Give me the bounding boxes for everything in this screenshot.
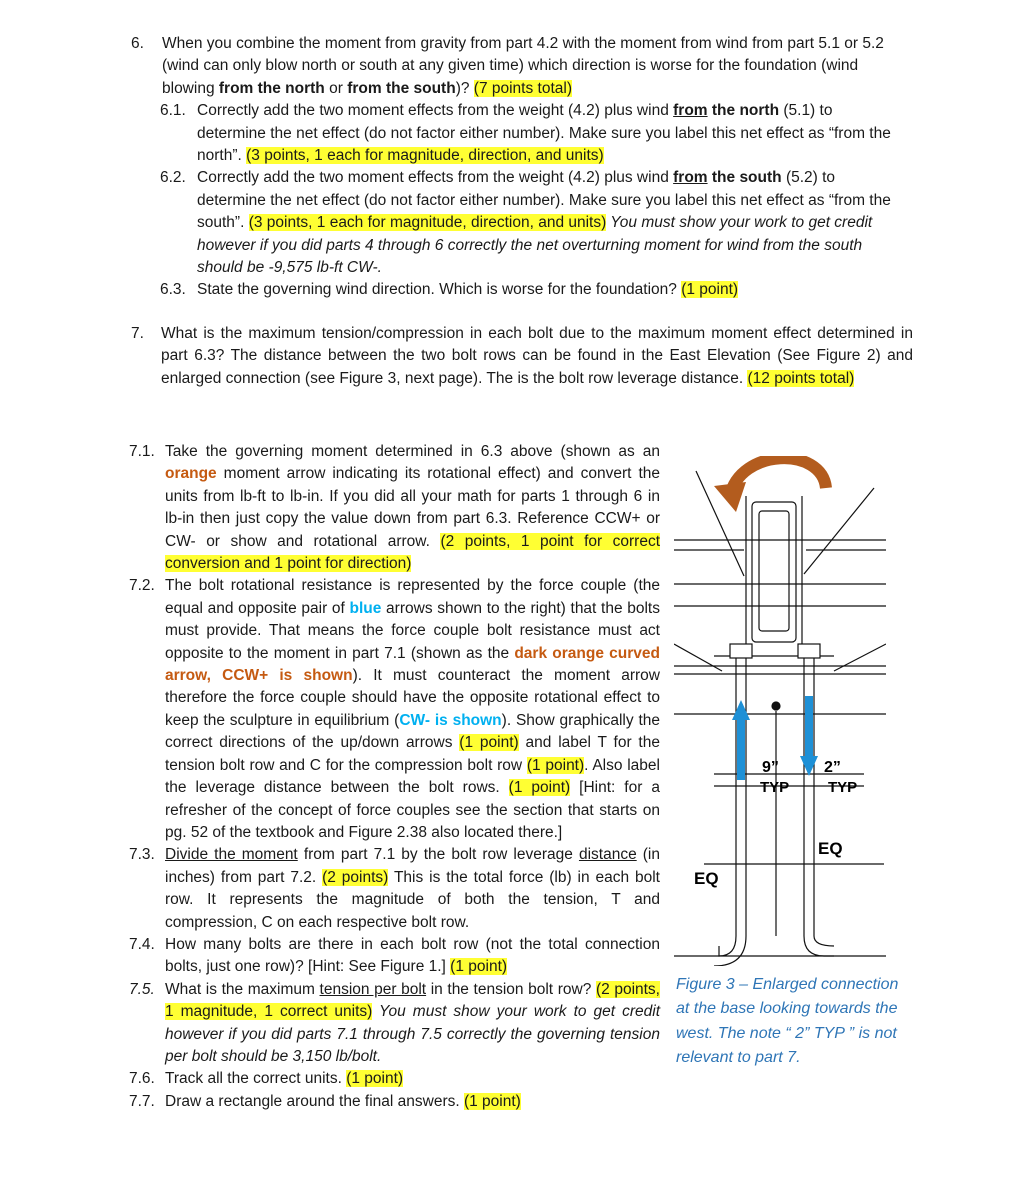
subquestion-7-4: 7.4. How many bolts are there in each bolt row (not the total connection bolts, just one row)? [Hint: See Figure 1.] (1 point) bbox=[129, 935, 660, 976]
points-highlight: (7 points total) bbox=[473, 79, 572, 97]
question-number: 7. bbox=[131, 325, 144, 342]
question-7 bbox=[131, 323, 913, 390]
dim-right-label: 2” bbox=[824, 759, 841, 776]
subquestion-6-3: 6.3. State the governing wind direction. Which is worse for the foundation? (1 point) bbox=[160, 281, 739, 299]
subquestion-7-5: 7.5. What is the maximum tension per bolt in the tension bolt row? (2 points, 1 magnitude, 1 correct units) You must show your work to get credit however if you did parts 7.1 through 7.5 correctly the governing tension per bolt should be 3,150 lb/bolt. bbox=[129, 980, 660, 1065]
question-text: When you combine the moment from gravity from part 4.2 with the moment from wind from part 5.1 or 5.2 (wind can only blow north or south at any given time) which direction is worse for the foundation (wind blowing from the north or from the south)? (7 points total) bbox=[162, 35, 884, 97]
question-6 bbox=[131, 33, 901, 302]
figure-3-connection-drawing bbox=[674, 456, 886, 966]
subquestion-7-6: 7.6. Track all the correct units. (1 point) bbox=[129, 1070, 404, 1088]
typ-left-label: TYP bbox=[760, 779, 790, 796]
points-highlight: (12 points total) bbox=[747, 369, 855, 387]
question-number: 6. bbox=[131, 35, 144, 52]
eq-upper-label: EQ bbox=[818, 839, 843, 858]
question-7-subparts bbox=[129, 441, 660, 1113]
points-highlight: (2 points, 1 point for correct conversion and 1 point for direction) bbox=[165, 532, 661, 573]
points-highlight: (3 points, 1 each for magnitude, direction, and units) bbox=[246, 147, 604, 165]
question-text: What is the maximum tension/compression in each bolt due to the maximum moment effect determined in part 6.3? The distance between the two bolt rows can be found in the East Elevation (See Figure 2) and enlarged connection (see Figure 3, next page). The is the bolt row leverage distance. (12 points total) bbox=[161, 325, 913, 387]
subquestion-7-2: 7.2. The bolt rotational resistance is represented by the force couple (the equal and opposite pair of blue arrows shown to the right) that the bolts must provide. That means the force couple bolt resistance must act opposite to the moment in part 7.1 (shown as the dark orange curved arrow, CCW+ is shown). It must counteract the moment arrow therefore the force couple should have the opposite rotational effect to keep the sculpture in equilibrium (CW- is shown). Show graphically the correct directions of the up/down arrows (1 point) and label T for the tension bolt row and C for the compression bolt row (1 point). Also label the leverage distance between the bolt rows. (1 point) [Hint: for a refresher of the concept of force couples see the section that starts on pg. 52 of the textbook and Figure 2.38 also located there.] bbox=[129, 577, 661, 841]
points-highlight: (3 points, 1 each for magnitude, direction, and units) bbox=[248, 214, 607, 232]
subquestion-7-7: 7.7. Draw a rectangle around the final answers. (1 point) bbox=[129, 1092, 521, 1110]
points-highlight: (1 point) bbox=[681, 281, 739, 299]
structural-lines bbox=[674, 471, 886, 966]
dim-left-label: 9” bbox=[762, 759, 779, 776]
subquestion-7-1: 7.1. Take the governing moment determined in 6.3 above (shown as an orange moment arrow indicating its rotational effect) and convert the units from lb-ft to lb-in. If you did all your math for parts 1 through 6 in lb-in then just copy the value down from part 6.3. Reference CCW+ or CW- or show and rotational arrow. (2 points, 1 point for correct conversion and 1 point for direction) bbox=[129, 443, 661, 573]
eq-lower-label: EQ bbox=[694, 869, 719, 888]
subquestion-6-1: 6.1. Correctly add the two moment effects from the weight (4.2) plus wind from the north (5.1) to determine the net effect (do not factor either number). Make sure you label this net effect as “from the north”. (3 points, 1 each for magnitude, direction, and units) bbox=[160, 102, 891, 165]
typ-right-label: TYP bbox=[828, 779, 858, 796]
subquestion-7-3: 7.3. Divide the moment from part 7.1 by the bolt row leverage distance (in inches) from part 7.2. (2 points) This is the total force (lb) in each bolt row. It represents the magnitude of both the tension, T and compression, C on each respective bolt row. bbox=[129, 846, 660, 931]
subquestion-6-2: 6.2. Correctly add the two moment effects from the weight (4.2) plus wind from the south (5.2) to determine the net effect (do not factor either number). Make sure you label this net effect as “from the south”. (3 points, 1 each for magnitude, direction, and units) You must show your work to get credit however if you did parts 4 through 6 correctly the net overturning moment for wind from the south should be -9,575 lb-ft CW-. bbox=[160, 169, 891, 277]
moment-arrow bbox=[714, 458, 826, 512]
figure-3-caption: Figure 3 – Enlarged connection at the base looking towards the west. The note “ 2” TYP ” is not relevant to part 7. bbox=[676, 976, 899, 1066]
